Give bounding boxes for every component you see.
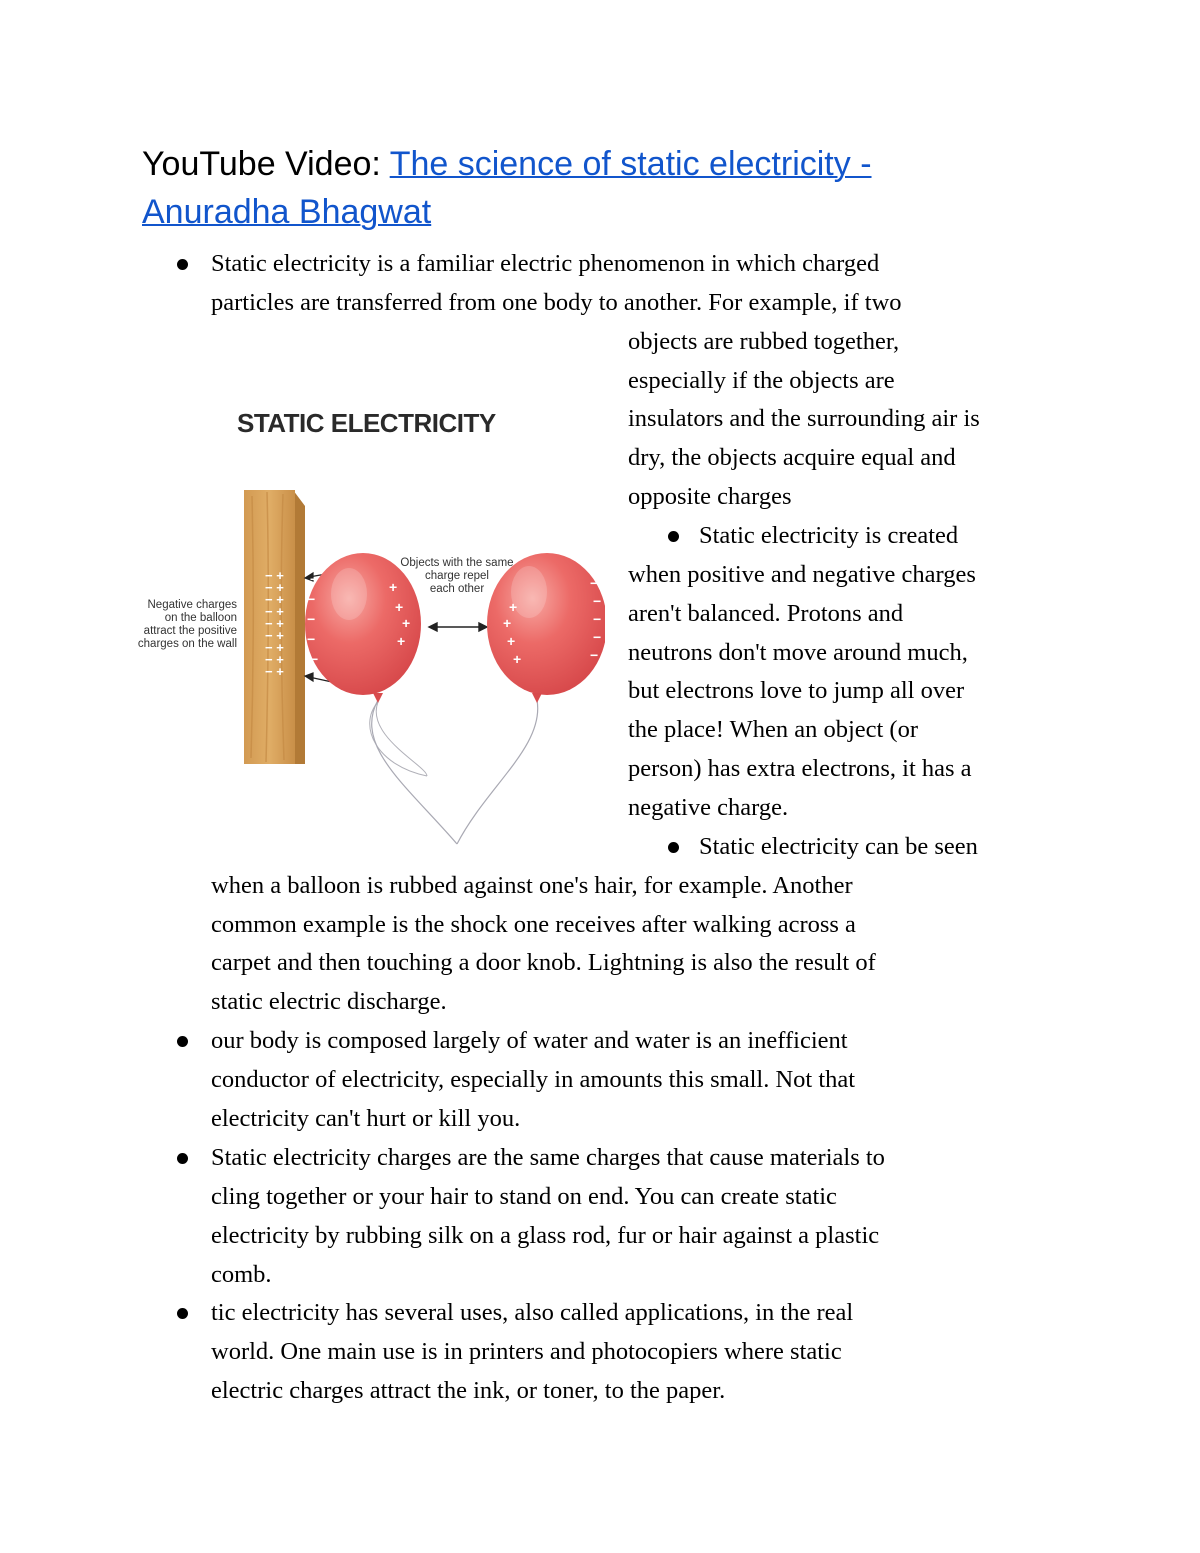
svg-text:− +: − + <box>265 592 284 607</box>
svg-text:+: + <box>503 615 512 631</box>
bullet5-line: cling together or your hair to stand on end. You can create static <box>211 1183 837 1210</box>
bullet2-line: person) has extra electrons, it has a <box>628 755 972 782</box>
bullet1-line: especially if the objects are <box>628 367 895 394</box>
video-link-line1: The science of static electricity - <box>389 145 872 183</box>
wall-charges <box>265 568 284 679</box>
bullet-dot <box>177 1036 188 1047</box>
left-balloon-string <box>372 700 457 844</box>
svg-text:−: − <box>593 629 602 645</box>
svg-text:+: + <box>507 633 516 649</box>
svg-text:− +: − + <box>265 664 284 679</box>
video-link-line2: Anuradha Bhagwat <box>142 193 432 231</box>
svg-text:−: − <box>310 571 319 587</box>
bullet1-line: opposite charges <box>628 483 792 510</box>
bullet5-line: electricity by rubbing silk on a glass rod, fur or hair against a plastic <box>211 1222 880 1249</box>
right-balloon-string <box>457 700 538 844</box>
bullet-dot <box>668 531 679 542</box>
bullet1-line: insulators and the surrounding air is <box>628 405 980 432</box>
left-caption-line: charges on the wall <box>137 638 237 650</box>
bullet4-line: electricity can't hurt or kill you. <box>211 1105 521 1132</box>
svg-text:− +: − + <box>265 604 284 619</box>
bullet-dot <box>668 842 679 853</box>
svg-text:− +: − + <box>265 628 284 643</box>
svg-text:−: − <box>307 591 316 607</box>
bullet4-line: conductor of electricity, especially in amounts this small. Not that <box>211 1066 856 1093</box>
svg-text:−: − <box>307 611 316 627</box>
svg-text:− +: − + <box>265 640 284 655</box>
video-heading <box>142 140 1042 236</box>
bullet3-line: common example is the shock one receives after walking across a <box>211 911 856 938</box>
bullet1-line: objects are rubbed together, <box>628 328 900 355</box>
bullet2-line: aren't balanced. Protons and <box>628 600 904 627</box>
left-caption-line: Negative charges <box>147 599 237 611</box>
svg-text:− +: − + <box>265 568 284 583</box>
bullet2-line: when positive and negative charges <box>628 561 976 588</box>
svg-text:+: + <box>389 579 398 595</box>
static-electricity-illustration <box>127 366 605 850</box>
right-caption-line: Objects with the same <box>400 557 514 569</box>
bullet3-line: Static electricity can be seen <box>699 833 978 860</box>
heading-prefix: YouTube Video: <box>142 145 390 183</box>
svg-text:+: + <box>397 633 406 649</box>
bullet2-line: negative charge. <box>628 794 789 821</box>
bullet2-line: but electrons love to jump all over <box>628 677 965 704</box>
bullet2-line: neutrons don't move around much, <box>628 639 968 666</box>
left-caption <box>138 599 237 650</box>
bullet3-line: when a balloon is rubbed against one's hair, for example. Another <box>211 872 853 899</box>
bullet-dot <box>177 1308 188 1319</box>
bullet3-line: static electric discharge. <box>211 988 447 1015</box>
svg-text:−: − <box>590 647 599 663</box>
bullet2-line: the place! When an object (or <box>628 716 919 743</box>
bullet5-line: Static electricity charges are the same charges that cause materials to <box>211 1144 885 1171</box>
repel-arrow <box>429 623 487 631</box>
svg-text:− +: − + <box>265 580 284 595</box>
figure-title: STATIC ELECTRICITY <box>237 408 496 438</box>
svg-text:+: + <box>509 599 518 615</box>
right-caption-line: charge repel <box>425 570 489 582</box>
svg-text:−: − <box>310 651 319 667</box>
bullet6-line: world. One main use is in printers and photocopiers where static <box>211 1338 842 1365</box>
left-caption-line: attract the positive <box>143 625 237 637</box>
svg-text:−: − <box>593 593 602 609</box>
svg-text:+: + <box>395 599 404 615</box>
bullet4-line: our body is composed largely of water and water is an inefficient <box>211 1027 848 1054</box>
bullet2-line: Static electricity is created <box>699 522 959 549</box>
bullet3-line: carpet and then touching a door knob. Lightning is also the result of <box>211 949 876 976</box>
svg-text:+: + <box>513 651 522 667</box>
bullet6-line: tic electricity has several uses, also called applications, in the real <box>211 1299 854 1326</box>
svg-text:+: + <box>402 615 411 631</box>
bullet1-line: Static electricity is a familiar electric phenomenon in which charged <box>211 250 880 277</box>
left-caption-line: on the balloon <box>164 612 237 624</box>
right-caption-line: each other <box>429 583 485 595</box>
bullet1-line: particles are transferred from one body to another. For example, if two <box>211 289 902 316</box>
bullet-dot <box>177 259 188 270</box>
svg-text:− +: − + <box>265 616 284 631</box>
bullet1-line: dry, the objects acquire equal and <box>628 444 956 471</box>
bullet5-line: comb. <box>211 1261 272 1288</box>
svg-text:−: − <box>590 575 599 591</box>
bullet-dot <box>177 1153 188 1164</box>
svg-text:−: − <box>307 631 316 647</box>
svg-text:−: − <box>593 611 602 627</box>
svg-text:− +: − + <box>265 652 284 667</box>
bullet6-line: electric charges attract the ink, or toner, to the paper. <box>211 1377 726 1404</box>
